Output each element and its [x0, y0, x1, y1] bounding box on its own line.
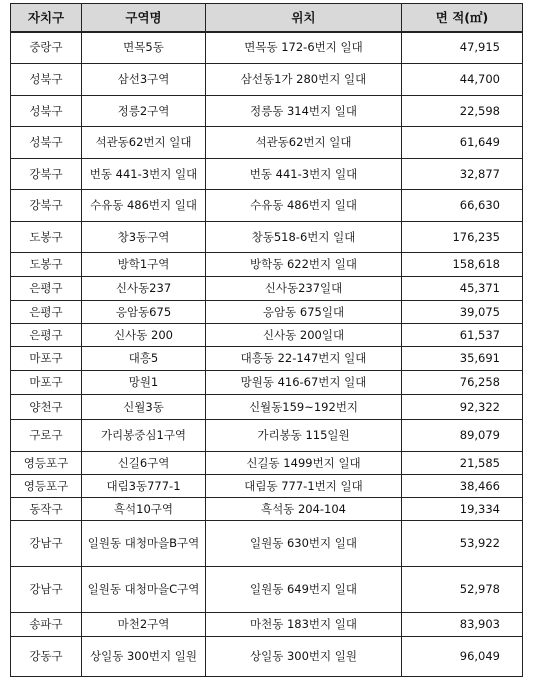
cell-zone-name: 대림3동777-1: [82, 475, 206, 498]
cell-zone-name: 창3동구역: [82, 222, 206, 253]
cell-zone-name: 응암동675: [82, 301, 206, 324]
cell-area: 38,466: [402, 475, 523, 498]
cell-location: 신사동237일대: [206, 277, 402, 301]
cell-area: 45,371: [402, 277, 523, 301]
cell-district: 은평구: [11, 301, 82, 324]
cell-location: 면목동 172-6번지 일대: [206, 32, 402, 64]
cell-district: 중랑구: [11, 32, 82, 64]
table-row: [11, 96, 523, 127]
table-row: [11, 64, 523, 96]
cell-location: 망원동 416-67번지 일대: [206, 371, 402, 395]
cell-zone-name: 면목5동: [82, 32, 206, 64]
cell-location: 석관동62번지 일대: [206, 127, 402, 159]
cell-area: 176,235: [402, 222, 523, 253]
cell-district: 영등포구: [11, 452, 82, 475]
table-row: [11, 190, 523, 222]
cell-location: 신사동 200일대: [206, 324, 402, 347]
cell-zone-name: 신사동 200: [82, 324, 206, 347]
cell-district: 마포구: [11, 371, 82, 395]
cell-zone-name: 대흥5: [82, 347, 206, 371]
cell-location: 수유동 486번지 일대: [206, 190, 402, 222]
cell-zone-name: 수유동 486번지 일대: [82, 190, 206, 222]
cell-location: 일원동 649번지 일대: [206, 567, 402, 613]
cell-district: 도봉구: [11, 222, 82, 253]
cell-district: 강남구: [11, 567, 82, 613]
cell-area: 61,537: [402, 324, 523, 347]
cell-location: 대흥동 22-147번지 일대: [206, 347, 402, 371]
cell-area: 92,322: [402, 395, 523, 420]
cell-zone-name: 정릉2구역: [82, 96, 206, 127]
table-row: [11, 475, 523, 498]
cell-zone-name: 신길6구역: [82, 452, 206, 475]
cell-area: 32,877: [402, 159, 523, 190]
header-zone-name: 구역명: [82, 4, 206, 32]
table-row: [11, 521, 523, 567]
cell-district: 강남구: [11, 521, 82, 567]
cell-area: 158,618: [402, 253, 523, 277]
cell-location: 방학동 622번지 일대: [206, 253, 402, 277]
cell-zone-name: 일원동 대청마을C구역: [82, 567, 206, 613]
table-row: [11, 32, 523, 64]
cell-zone-name: 상일동 300번지 일원: [82, 637, 206, 677]
table-row: [11, 347, 523, 371]
cell-zone-name: 번동 441-3번지 일대: [82, 159, 206, 190]
table-row: [11, 159, 523, 190]
cell-location: 대림동 777-1번지 일대: [206, 475, 402, 498]
cell-zone-name: 신월3동: [82, 395, 206, 420]
cell-district: 은평구: [11, 277, 82, 301]
cell-district: 성북구: [11, 127, 82, 159]
table-row: [11, 301, 523, 324]
table-header-row: [11, 4, 523, 32]
cell-area: 44,700: [402, 64, 523, 96]
cell-zone-name: 가리봉중심1구역: [82, 420, 206, 452]
table-row: [11, 452, 523, 475]
cell-location: 삼선동1가 280번지 일대: [206, 64, 402, 96]
cell-district: 은평구: [11, 324, 82, 347]
table-row: [11, 567, 523, 613]
table-row: [11, 613, 523, 637]
cell-area: 76,258: [402, 371, 523, 395]
cell-district: 영등포구: [11, 475, 82, 498]
table-row: [11, 277, 523, 301]
header-district: 자치구: [11, 4, 82, 32]
cell-location: 응암동 675일대: [206, 301, 402, 324]
table-row: [11, 420, 523, 452]
cell-district: 동작구: [11, 498, 82, 521]
cell-district: 강북구: [11, 159, 82, 190]
cell-location: 번동 441-3번지 일대: [206, 159, 402, 190]
table-row: [11, 222, 523, 253]
cell-zone-name: 망원1: [82, 371, 206, 395]
table-row: [11, 324, 523, 347]
cell-location: 상일동 300번지 일원: [206, 637, 402, 677]
cell-area: 61,649: [402, 127, 523, 159]
cell-location: 일원동 630번지 일대: [206, 521, 402, 567]
cell-area: 83,903: [402, 613, 523, 637]
cell-district: 도봉구: [11, 253, 82, 277]
table-row: [11, 637, 523, 677]
cell-district: 양천구: [11, 395, 82, 420]
cell-zone-name: 삼선3구역: [82, 64, 206, 96]
cell-area: 19,334: [402, 498, 523, 521]
cell-area: 66,630: [402, 190, 523, 222]
cell-area: 22,598: [402, 96, 523, 127]
redevelopment-zone-table: [10, 3, 523, 677]
cell-area: 35,691: [402, 347, 523, 371]
cell-location: 창동518-6번지 일대: [206, 222, 402, 253]
cell-area: 47,915: [402, 32, 523, 64]
cell-location: 정릉동 314번지 일대: [206, 96, 402, 127]
cell-location: 가리봉동 115일원: [206, 420, 402, 452]
cell-zone-name: 마천2구역: [82, 613, 206, 637]
cell-district: 송파구: [11, 613, 82, 637]
header-area: 면 적(㎡): [402, 4, 523, 32]
cell-zone-name: 일원동 대청마을B구역: [82, 521, 206, 567]
table-row: [11, 498, 523, 521]
table-row: [11, 127, 523, 159]
cell-zone-name: 석관동62번지 일대: [82, 127, 206, 159]
table-row: [11, 371, 523, 395]
cell-district: 성북구: [11, 64, 82, 96]
cell-zone-name: 방학1구역: [82, 253, 206, 277]
cell-area: 89,079: [402, 420, 523, 452]
cell-zone-name: 신사동237: [82, 277, 206, 301]
cell-location: 신길동 1499번지 일대: [206, 452, 402, 475]
cell-district: 구로구: [11, 420, 82, 452]
cell-district: 성북구: [11, 96, 82, 127]
cell-district: 강북구: [11, 190, 82, 222]
cell-location: 흑석동 204-104: [206, 498, 402, 521]
cell-zone-name: 흑석10구역: [82, 498, 206, 521]
cell-location: 마천동 183번지 일대: [206, 613, 402, 637]
cell-district: 마포구: [11, 347, 82, 371]
cell-area: 96,049: [402, 637, 523, 677]
table-row: [11, 395, 523, 420]
cell-area: 39,075: [402, 301, 523, 324]
cell-location: 신월동159~192번지: [206, 395, 402, 420]
header-location: 위치: [206, 4, 402, 32]
cell-area: 53,922: [402, 521, 523, 567]
cell-area: 21,585: [402, 452, 523, 475]
cell-district: 강동구: [11, 637, 82, 677]
table-row: [11, 253, 523, 277]
cell-area: 52,978: [402, 567, 523, 613]
